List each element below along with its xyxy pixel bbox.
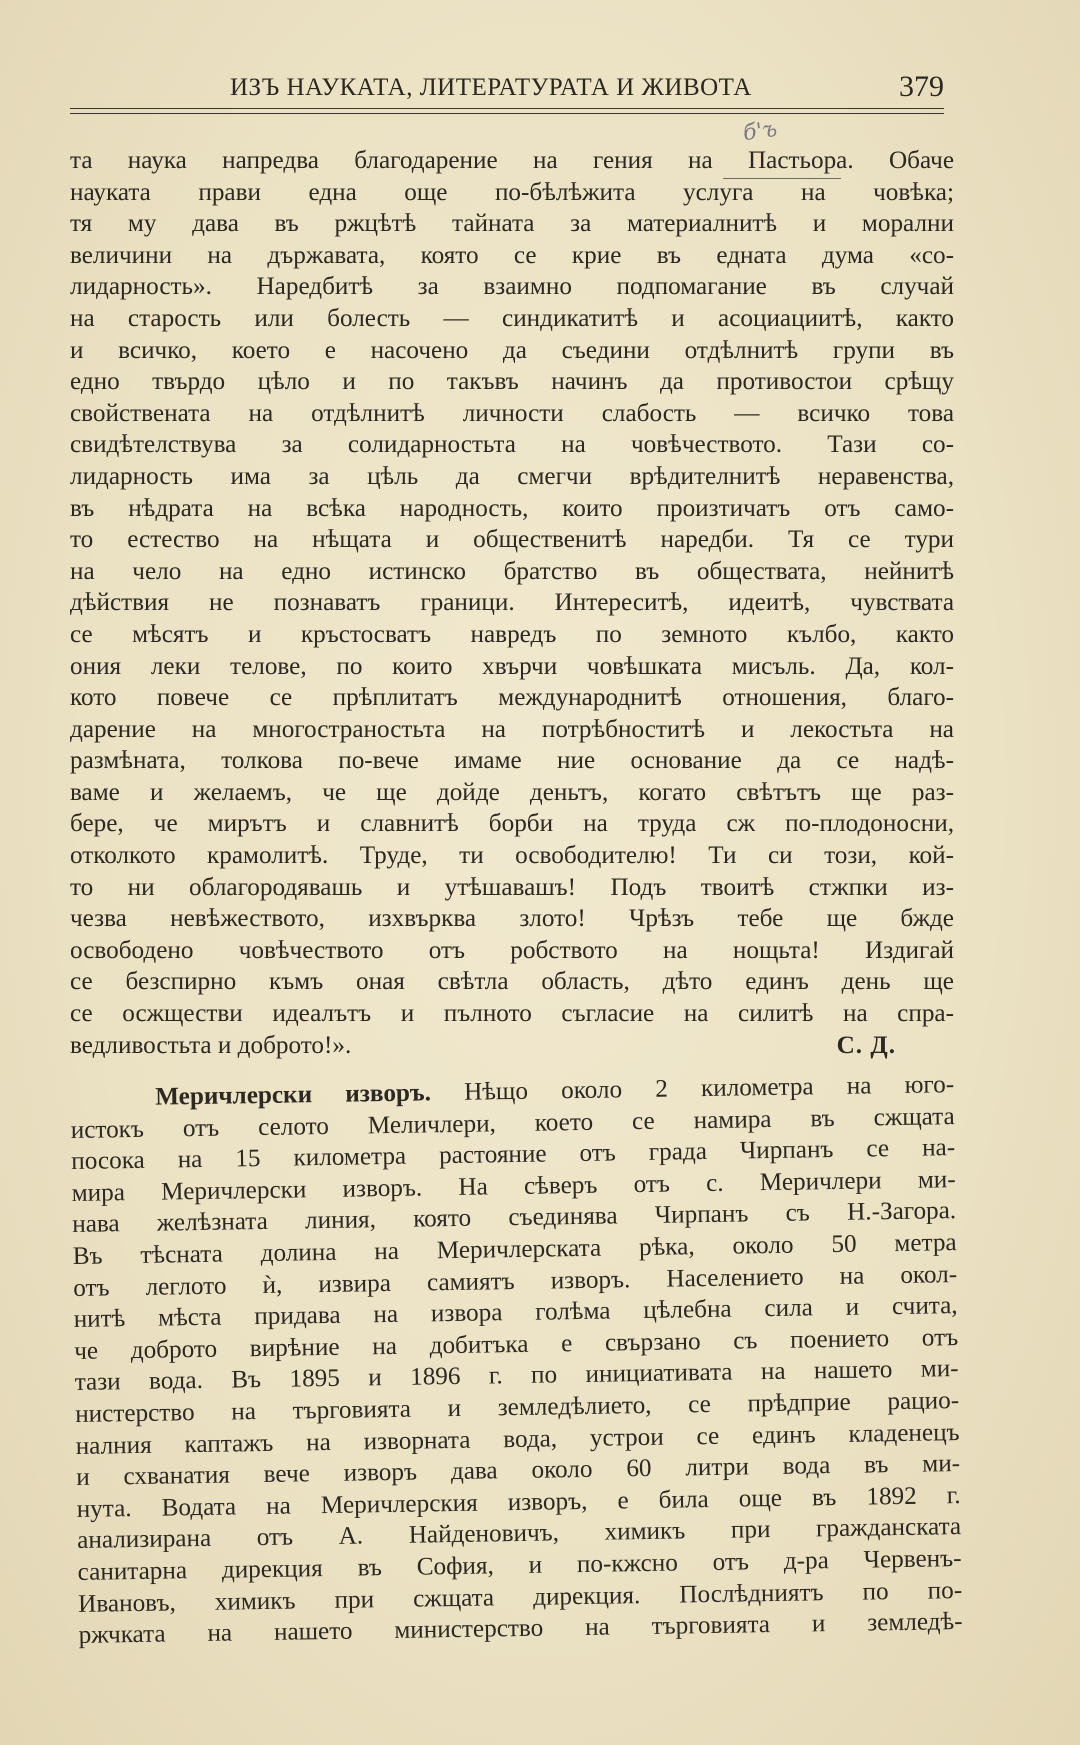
text-line: ония леки телове, по които хвърчи човѣшката мисъль. Да, кол- xyxy=(70,652,954,680)
text-line: бере, че мирътъ и славнитѣ борби на труда сж по-плодоносни, xyxy=(70,810,954,838)
text-line: дарение на многостраностьта на потрѣбноститѣ и лекостьта на xyxy=(70,715,954,743)
text-line: мира Меричлерски изворъ. На сѣверъ отъ с. Меричлери ми- xyxy=(71,1165,956,1207)
text-line: че доброто вирѣние на добитъка е свързано съ поението отъ xyxy=(74,1323,959,1365)
text-line: нава желѣзната линия, която съединява Чирпанъ съ Н.-Загора. xyxy=(72,1197,957,1239)
header-rule-thin xyxy=(70,113,944,114)
closing-line xyxy=(70,1030,954,1062)
closing-text: ведливостьта и доброто!». xyxy=(70,1031,352,1059)
text-line: кото повече се прѣплитатъ международнитѣ отношения, благо- xyxy=(70,684,954,712)
text-line: посока на 15 километра растояние отъ града Чирпанъ се на- xyxy=(71,1134,956,1176)
text-line: науката прави една още по-бѣлѣжита услуга на човѣка; xyxy=(70,178,954,206)
article-body-lines xyxy=(70,1101,962,1652)
running-head: ИЗЪ НАУКАТА, ЛИТЕРАТУРАТА И ЖИВОТА xyxy=(230,74,752,101)
article-mericleri-spring xyxy=(70,1069,963,1652)
text-line: чезва невѣжеството, изхвърква злото! Чрѣзъ тебе ще бжде xyxy=(70,905,954,933)
text-line: лидарность има за цѣль да смегчи врѣдителнитѣ неравенства, xyxy=(70,462,954,490)
text-line: на старость или болесть — синдикатитѣ и асоциациитѣ, както xyxy=(70,304,954,332)
author-signature: С. Д. xyxy=(836,1031,896,1059)
handwritten-annotation: б'ъ xyxy=(741,116,779,147)
text-line: истокъ отъ селото Меличлери, което се намира въ сжщата xyxy=(70,1102,955,1144)
text-line: тя му дава въ ржцѣтѣ тайната за материалнитѣ и морални xyxy=(70,210,954,238)
text-line: нута. Водата на Меричлерския изворъ, е била още въ 1892 г. xyxy=(76,1481,961,1523)
page-header xyxy=(70,70,944,110)
text-line: тази вода. Въ 1895 и 1896 г. по инициативата на нашето ми- xyxy=(74,1355,959,1397)
article-continuation xyxy=(70,145,954,1061)
text-line: едно твърдо цѣло и по такъвъ начинъ да противостои срѣщу xyxy=(70,368,954,396)
text-line: та наука напредва благодарение на гения на Пастьора. Обаче xyxy=(70,147,954,174)
article-continuation-lines xyxy=(70,145,954,1030)
text-line: налния каптажъ на изворната вода, устрои се единъ кладенецъ xyxy=(75,1418,960,1460)
text-line: величини на държавата, която се крие въ едната дума «со- xyxy=(70,241,954,269)
text-line: свидѣтелствува за солидарностьта на човѣчеството. Тази со- xyxy=(70,431,954,459)
text-line: нистерство на търговията и земледѣлието, се прѣдприе рацио- xyxy=(74,1387,960,1428)
text-line: се мѣсятъ и кръстосватъ навредъ по земното кълбо, както xyxy=(70,620,954,648)
text-line: на чело на едно истинско братство въ обществата, нейнитѣ xyxy=(70,557,954,585)
text-line: размѣната, толкова по-вече имаме ние основание да се надѣ- xyxy=(70,747,954,775)
text-line: отъ леглото ѝ, извира самиятъ изворъ. Населението на окол- xyxy=(73,1260,958,1302)
text-line: Ивановъ, химикъ при сжщата дирекция. Послѣдниятъ по по- xyxy=(77,1576,963,1618)
text-line: дѣйствия не познаватъ граници. Интереситѣ, идеитѣ, чувствата xyxy=(70,589,954,617)
text-line: санитарна дирекция въ София, и по-кжсно отъ д-ра Червенъ- xyxy=(77,1544,962,1586)
text-line: се осжществи идеалътъ и пълното съгласие на силитѣ на спра- xyxy=(70,1000,954,1028)
text-line: и всичко, което е насочено да съедини отдѣлнитѣ групи въ xyxy=(70,336,954,364)
text-line: ваме и желаемъ, че ще дойде деньтъ, когато свѣтътъ ще раз- xyxy=(70,778,954,806)
article-title: Меричлерски изворъ. xyxy=(155,1079,432,1111)
text-line: лидарность». Наредбитѣ за взаимно подпомагание въ случай xyxy=(70,273,954,301)
text-line: нитѣ мѣста придава на извора голѣма цѣлебна сила и счита, xyxy=(73,1292,958,1334)
text-line: въ нѣдрата на всѣка народность, които произтичатъ отъ само- xyxy=(70,494,954,522)
header-rule-thick xyxy=(70,108,944,109)
text-line: Въ тѣсната долина на Меричлерската рѣка, около 50 метра xyxy=(72,1229,957,1270)
text-line: анализирана отъ А. Найденовичъ, химикъ при гражданската xyxy=(76,1513,962,1555)
text-line: то ни облагородявашь и утѣшавашъ! Подъ твоитѣ стжпки из- xyxy=(70,873,954,901)
text-line: и схванатия вече изворъ дава около 60 литри вода въ ми- xyxy=(75,1450,961,1492)
text-line: то естество на нѣщата и общественитѣ наредби. Тя се тури xyxy=(70,526,954,554)
text-line: освободено човѣчеството отъ робството на нощьта! Издигай xyxy=(70,936,954,964)
text-line: отколкото крамолитѣ. Труде, ти освободителю! Ти си този, кой- xyxy=(70,842,954,870)
text-line: свойствената на отдѣлнитѣ личности слабость — всичко това xyxy=(70,399,954,427)
article-first-line-text: Нѣщо около 2 километра на юго- xyxy=(430,1071,955,1107)
page-number: 379 xyxy=(899,70,944,103)
text-line: се безспирно къмъ оная свѣтла область, дѣто единъ день ще xyxy=(70,968,954,996)
text-line: ржчката на нашето министерство на търговията и земледѣ- xyxy=(78,1608,963,1650)
